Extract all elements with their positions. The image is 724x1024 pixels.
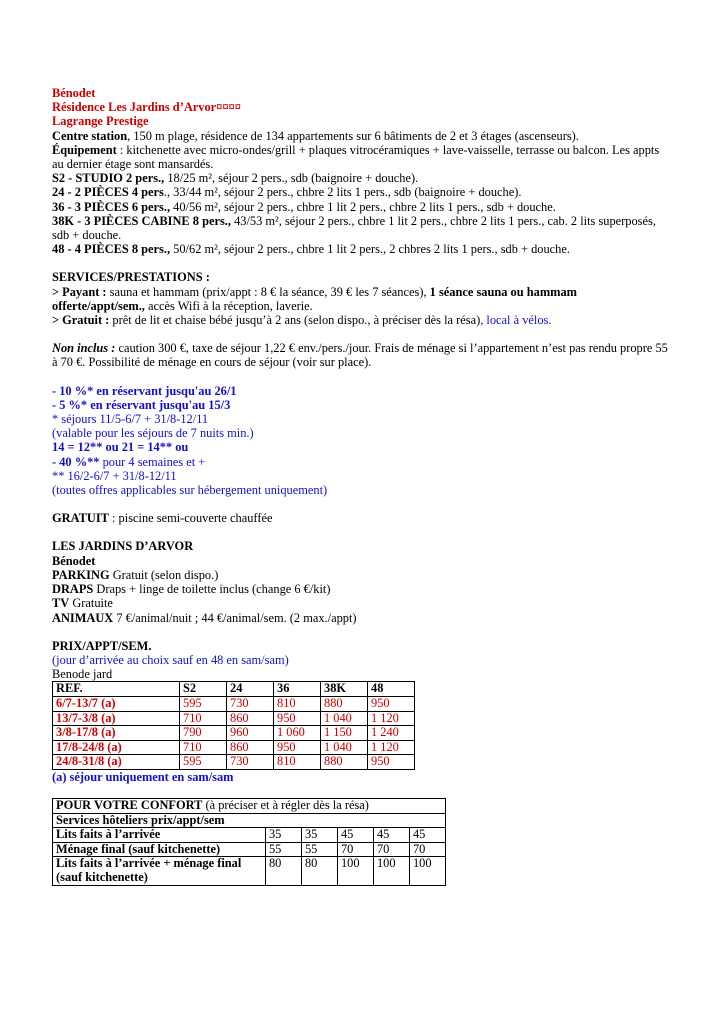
prices-note: (jour d’arrivée au choix sauf en 48 en sam/sam) bbox=[52, 652, 289, 667]
price-cell: 1 060 bbox=[274, 726, 321, 741]
residence-city: Bénodet bbox=[52, 553, 96, 568]
unit-line: 24 - 2 PIÈCES 4 pers., 33/44 m², séjour 2 pers., chbre 2 lits 1 pers., sdb (baignoire + douche). bbox=[52, 185, 522, 200]
confort-title-row bbox=[53, 799, 446, 814]
price-cell: 790 bbox=[180, 726, 227, 741]
service-label: Lits faits à l’arrivée + ménage final (sauf kitchenette) bbox=[53, 857, 266, 885]
table-row bbox=[53, 857, 446, 885]
service-price: 45 bbox=[373, 828, 409, 843]
price-cell: 950 bbox=[274, 711, 321, 726]
service-price: 35 bbox=[265, 828, 301, 843]
price-cell: 950 bbox=[368, 696, 415, 711]
non-inclus-paragraph: Non inclus : caution 300 €, taxe de séjour 1,22 € env./pers./jour. Frais de ménage si l’appartement n’est pas rendu propre 55 à 70 €. Possibilité de ménage en cours de séjour (voir sur place). bbox=[52, 341, 668, 370]
price-cell: 1 120 bbox=[368, 740, 415, 755]
table-row bbox=[53, 740, 415, 755]
offer-line: - 40 %** pour 4 semaines et + bbox=[52, 454, 206, 469]
offer-line: (toutes offres applicables sur hébergement uniquement) bbox=[52, 483, 328, 498]
table-row bbox=[53, 828, 446, 843]
price-cell: 880 bbox=[321, 696, 368, 711]
equipment-paragraph: Équipement : kitchenette avec micro-ondes/grill + plaques vitrocéramiques + lave-vaisselle, terrasse ou balcon. Les appts au dernier étage sont mansardés. bbox=[52, 142, 660, 172]
offer-line: 14 = 12** ou 21 = 14** ou bbox=[52, 440, 189, 455]
service-label: Ménage final (sauf kitchenette) bbox=[53, 842, 266, 857]
header-cell: 24 bbox=[227, 682, 274, 697]
ref-cell: 24/8-31/8 (a) bbox=[53, 755, 180, 770]
service-price: 100 bbox=[373, 857, 409, 885]
tv-line: TV Gratuite bbox=[52, 596, 113, 611]
service-price: 45 bbox=[409, 828, 445, 843]
parking-line: PARKING Gratuit (selon dispo.) bbox=[52, 567, 219, 582]
confort-table bbox=[52, 798, 446, 886]
offer-line: - 5 %* en réservant jusqu'au 15/3 bbox=[52, 397, 231, 412]
services-heading: SERVICES/PRESTATIONS : bbox=[52, 270, 210, 285]
service-price: 55 bbox=[301, 842, 337, 857]
price-table bbox=[52, 681, 415, 770]
price-cell: 960 bbox=[227, 726, 274, 741]
price-cell: 1 240 bbox=[368, 726, 415, 741]
price-cell: 950 bbox=[274, 740, 321, 755]
price-cell: 595 bbox=[180, 696, 227, 711]
offer-line: * séjours 11/5-6/7 + 31/8-12/11 bbox=[52, 412, 209, 427]
price-cell: 860 bbox=[227, 740, 274, 755]
service-price: 100 bbox=[337, 857, 373, 885]
service-price: 70 bbox=[337, 842, 373, 857]
price-cell: 595 bbox=[180, 755, 227, 770]
brand-title: Lagrange Prestige bbox=[52, 114, 149, 129]
offer-line: (valable pour les séjours de 7 nuits min.) bbox=[52, 426, 254, 441]
price-cell: 950 bbox=[368, 755, 415, 770]
ref-cell: 13/7-3/8 (a) bbox=[53, 711, 180, 726]
draps-line: DRAPS Draps + linge de toilette inclus (change 6 €/kit) bbox=[52, 582, 331, 597]
price-cell: 710 bbox=[180, 740, 227, 755]
confort-subtitle: Services hôteliers prix/appt/sem bbox=[53, 813, 446, 828]
header-cell: REF. bbox=[53, 682, 180, 697]
service-price: 70 bbox=[373, 842, 409, 857]
price-cell: 1 040 bbox=[321, 711, 368, 726]
city-title: Bénodet bbox=[52, 86, 96, 100]
price-cell: 1 040 bbox=[321, 740, 368, 755]
price-cell: 730 bbox=[227, 755, 274, 770]
price-cell: 1 150 bbox=[321, 726, 368, 741]
price-cell: 880 bbox=[321, 755, 368, 770]
service-price: 55 bbox=[265, 842, 301, 857]
header-cell: 38K bbox=[321, 682, 368, 697]
price-table-header bbox=[53, 682, 415, 697]
gratuit-piscine: GRATUIT : piscine semi-couverte chauffée bbox=[52, 511, 273, 526]
header-cell: S2 bbox=[180, 682, 227, 697]
service-price: 80 bbox=[265, 857, 301, 885]
header-cell: 48 bbox=[368, 682, 415, 697]
services-payant: > Payant : sauna et hammam (prix/appt : 8 € la séance, 39 € les 7 séances), 1 séance sauna ou hammam offerte/appt/sem., accès Wifi à la réception, laverie. bbox=[52, 284, 577, 313]
price-cell: 730 bbox=[227, 696, 274, 711]
confort-subtitle-row bbox=[53, 813, 446, 828]
price-cell: 860 bbox=[227, 711, 274, 726]
service-price: 70 bbox=[409, 842, 445, 857]
ref-cell: 17/8-24/8 (a) bbox=[53, 740, 180, 755]
unit-line: 38K - 3 PIÈCES CABINE 8 pers., 43/53 m², séjour 2 pers., chbre 1 lit 2 pers., chbre 2 lits 1 pers., cab. 2 lits superposés, sdb + douche. bbox=[52, 213, 656, 243]
service-price: 45 bbox=[337, 828, 373, 843]
services-gratuit: > Gratuit : prêt de lit et chaise bébé jusqu’à 2 ans (selon dispo., à préciser dès la résa), local à vélos. bbox=[52, 313, 552, 328]
unit-line: 48 - 4 PIÈCES 8 pers., 50/62 m², séjour 2 pers., chbre 1 lit 2 pers., 2 chbres 2 lits 1 pers., sdb + douche. bbox=[52, 242, 570, 257]
table-row bbox=[53, 755, 415, 770]
service-label: Lits faits à l’arrivée bbox=[53, 828, 266, 843]
residence-name: LES JARDINS D’ARVOR bbox=[52, 539, 194, 554]
table-row bbox=[53, 726, 415, 741]
unit-line: S2 - STUDIO 2 pers., 18/25 m², séjour 2 pers., sdb (baignoire + douche). bbox=[52, 171, 419, 186]
service-price: 35 bbox=[301, 828, 337, 843]
unit-line: 36 - 3 PIÈCES 6 pers., 40/56 m², séjour 2 pers., chbre 1 lit 2 pers., chbre 2 lits 1 pers., sdb + douche. bbox=[52, 199, 556, 214]
header-cell: 36 bbox=[274, 682, 321, 697]
ref-cell: 6/7-13/7 (a) bbox=[53, 696, 180, 711]
price-cell: 810 bbox=[274, 696, 321, 711]
price-cell: 810 bbox=[274, 755, 321, 770]
ref-cell: 3/8-17/8 (a) bbox=[53, 726, 180, 741]
prices-footnote: (a) séjour uniquement en sam/sam bbox=[52, 769, 234, 784]
table-row bbox=[53, 711, 415, 726]
service-price: 100 bbox=[409, 857, 445, 885]
document-page bbox=[52, 86, 672, 886]
price-cell: 1 120 bbox=[368, 711, 415, 726]
table-row bbox=[53, 842, 446, 857]
offer-line: - 10 %* en réservant jusqu'au 26/1 bbox=[52, 383, 237, 398]
confort-title: POUR VOTRE CONFORT (à préciser et à régler dès la résa) bbox=[53, 799, 446, 814]
prices-code: Benode jard bbox=[52, 667, 113, 682]
price-cell: 710 bbox=[180, 711, 227, 726]
table-row bbox=[53, 696, 415, 711]
prices-heading: PRIX/APPT/SEM. bbox=[52, 638, 152, 653]
offers-block bbox=[52, 384, 672, 498]
animaux-line: ANIMAUX 7 €/animal/nuit ; 44 €/animal/sem. (2 max./appt) bbox=[52, 610, 357, 625]
location-paragraph: Centre station, 150 m plage, résidence de 134 appartements sur 6 bâtiments de 2 et 3 étages (ascenseurs). bbox=[52, 128, 579, 143]
residence-title: Résidence Les Jardins d’Arvor¤¤¤¤ bbox=[52, 100, 241, 115]
service-price: 80 bbox=[301, 857, 337, 885]
offer-line: ** 16/2-6/7 + 31/8-12/11 bbox=[52, 468, 177, 483]
